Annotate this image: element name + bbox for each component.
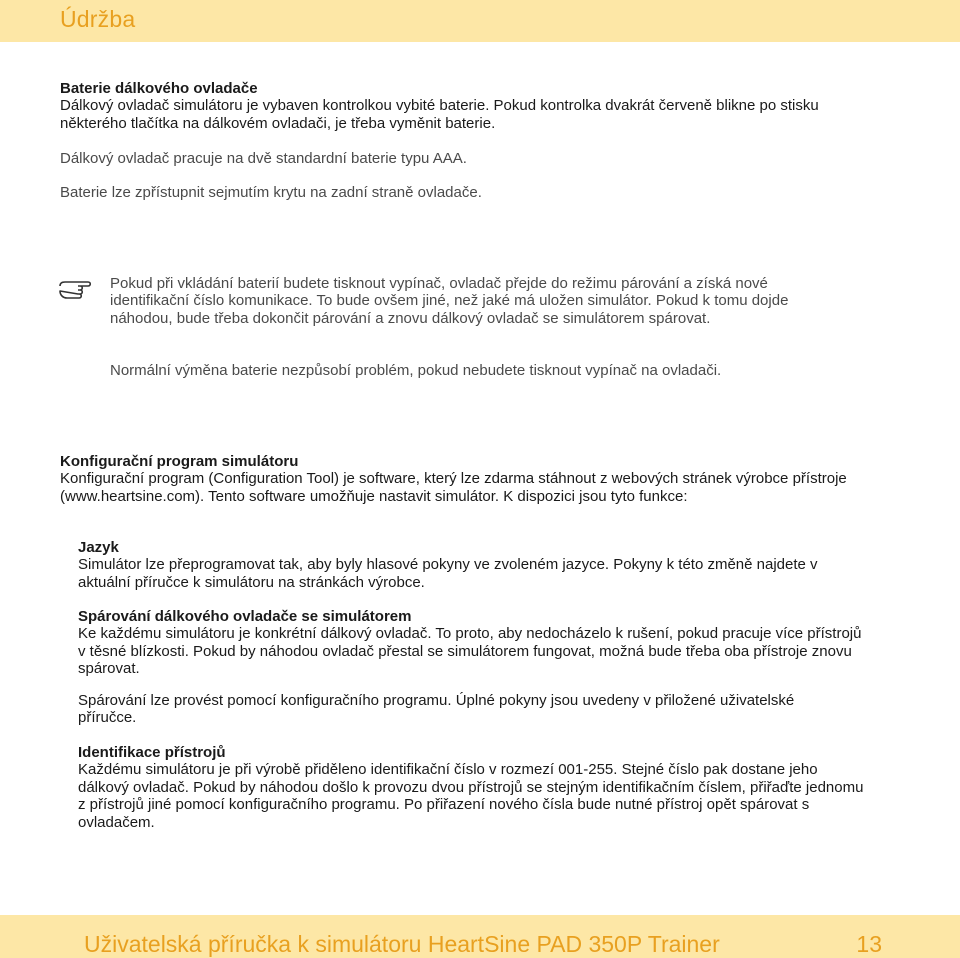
pairing-text-1: Ke každému simulátoru je konkrétní dálkový ovladač. To proto, aby nedocházelo k rušení, pokud pracuje více přístrojů v těsné blízkosti. Pokud by náhodou ovladač přestal se simulátorem fungovat, možná bude třeba oba přístroje znovu spárovat. xyxy=(78,625,862,678)
language-section xyxy=(78,539,868,591)
note-text-2: Normální výměna baterie nezpůsobí problém, pokud nebudete tisknout vypínač na ovladači. xyxy=(110,362,722,379)
pairing-text-2: Spárování lze provést pomocí konfiguračního programu. Úplné pokyny jsou uvedeny v přiložené uživatelské příručce. xyxy=(78,692,795,727)
ident-text: Každému simulátoru je při výrobě přiděleno identifikační číslo v rozmezí 001-255. Stejné číslo pak dostane jeho dálkový ovladač. Pokud by náhodou došlo k provozu dvou přístrojů se stejným identifikačním číslem, přiřaďte jednomu z přístrojů jiné pomocí konfiguračního programu. Po přiřazení nového čísla bude nutné přístroj opět spárovat s ovladačem. xyxy=(78,761,864,831)
header-band xyxy=(0,0,960,42)
pointing-hand-icon xyxy=(58,276,104,304)
config-heading: Konfigurační program simulátoru xyxy=(60,453,299,470)
language-text: Simulátor lze přeprogramovat tak, aby byly hlasové pokyny ve zvoleném jazyce. Pokyny k této změně najdete v aktuální příručce k simulátoru na stránkách výrobce. xyxy=(78,556,818,591)
language-heading: Jazyk xyxy=(78,539,119,556)
battery-heading: Baterie dálkového ovladače xyxy=(60,80,258,97)
pairing-section xyxy=(78,608,868,678)
battery-text-1: Dálkový ovladač simulátoru je vybaven kontrolkou vybité baterie. Pokud kontrolka dvakrát červeně blikne po stisku některého tlačítka na dálkovém ovladači, je třeba vyměnit baterie. xyxy=(60,97,819,132)
config-section xyxy=(60,453,860,505)
battery-section xyxy=(60,80,870,132)
page-number: 13 xyxy=(856,931,882,957)
pairing-heading: Spárování dálkového ovladače se simulátorem xyxy=(78,608,412,625)
footer-band xyxy=(0,915,960,958)
page-title: Údržba xyxy=(60,6,136,32)
footer-title: Uživatelská příručka k simulátoru HeartSine PAD 350P Trainer xyxy=(84,931,720,957)
note-text-1: Pokud při vkládání baterií budete tisknout vypínač, ovladač přejde do režimu párování a získá nové identifikační číslo komunikace. To bude ovšem jiné, než jaké má uložen simulátor. Pokud k tomu dojde náhodou, bude třeba dokončit párování a znovu dálkový ovladač se simulátorem spárovat. xyxy=(110,275,789,327)
battery-text-2: Dálkový ovladač pracuje na dvě standardní baterie typu AAA. xyxy=(60,150,467,167)
ident-heading: Identifikace přístrojů xyxy=(78,744,226,761)
battery-text-3: Baterie lze zpřístupnit sejmutím krytu na zadní straně ovladače. xyxy=(60,184,482,201)
ident-section xyxy=(78,744,868,831)
config-intro: Konfigurační program (Configuration Tool) je software, který lze zdarma stáhnout z webových stránek výrobce přístroje (www.heartsine.com). Tento software umožňuje nastavit simulátor. K dispozici jsou tyto funkce: xyxy=(60,470,847,505)
